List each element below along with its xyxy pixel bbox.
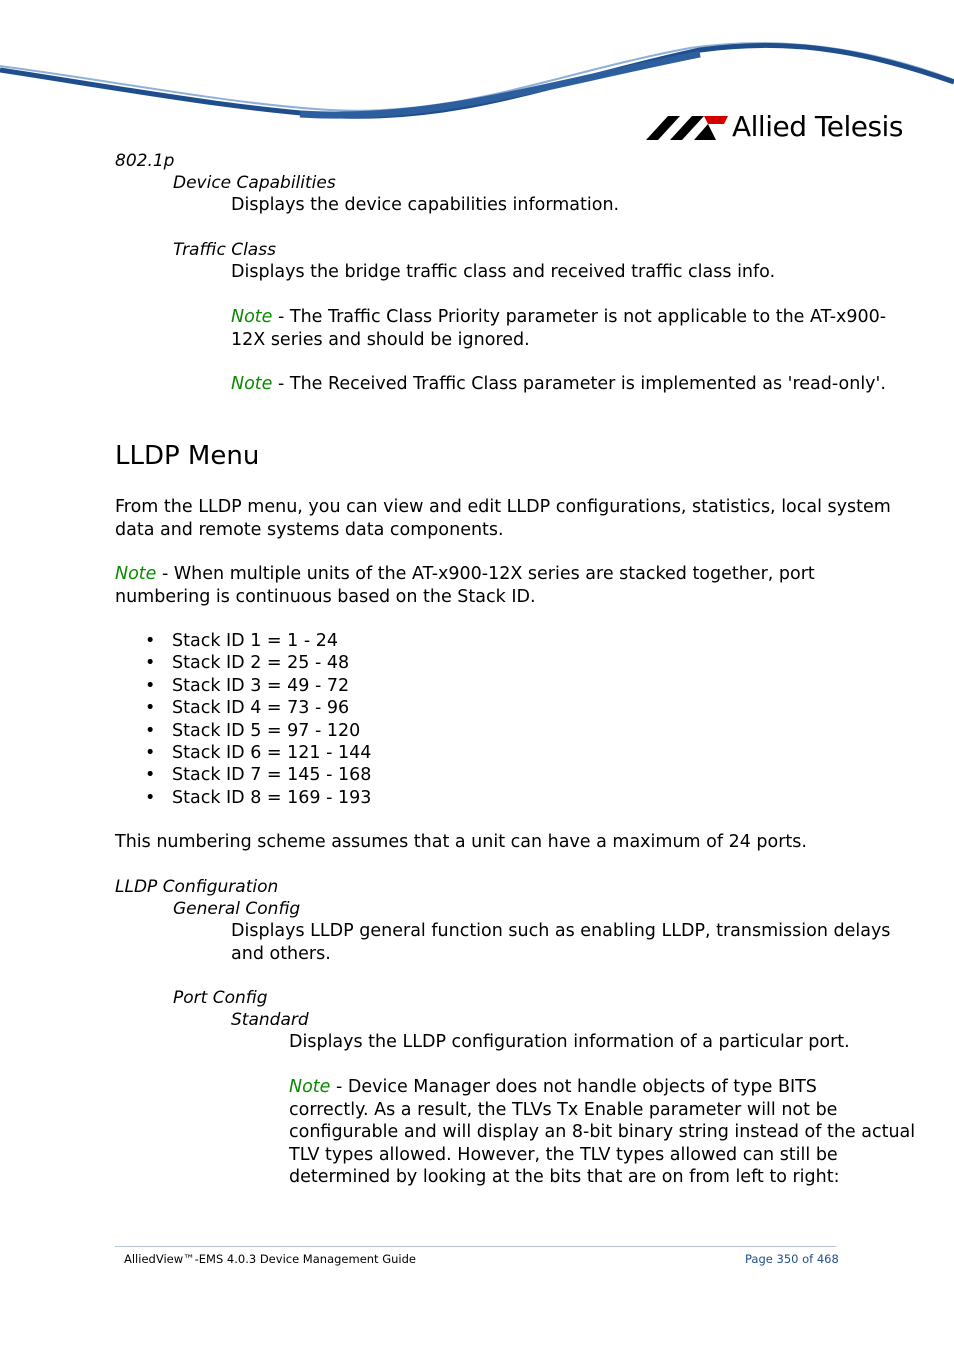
note-text: configurable and will display an 8-bit binary string instead of the actual	[289, 1122, 916, 1142]
intro-line: From the LLDP menu, you can view and edit LLDP configurations, statistics, local system	[115, 497, 891, 517]
footer-page-number: Page 350 of 468	[745, 1252, 839, 1266]
bullet: •	[145, 765, 156, 786]
note-text: 12X series and should be ignored.	[231, 329, 530, 350]
note-text: TLV types allowed. However, the TLV types allowed can still be	[289, 1144, 838, 1165]
logo-mark-icon	[646, 114, 728, 142]
lldp-configuration-label: LLDP Configuration	[115, 877, 279, 897]
footer-divider	[115, 1246, 836, 1247]
desc-line: and others.	[231, 943, 331, 964]
device-capabilities-desc: Displays the device capabilities information.	[231, 195, 620, 215]
traffic-class-desc: Displays the bridge traffic class and received traffic class info.	[231, 262, 776, 282]
bullet: •	[145, 631, 156, 651]
bullet: •	[145, 698, 156, 719]
note-text: determined by looking at the bits that are on from left to right:	[289, 1167, 840, 1187]
traffic-class-note-1	[231, 306, 887, 351]
note-label: Note	[231, 307, 273, 327]
logo-text: Allied Telesis	[732, 110, 903, 143]
port-config-label: Port Config	[173, 988, 268, 1008]
general-config-label: General Config	[173, 899, 301, 919]
standard-desc: Displays the LLDP configuration information of a particular port.	[289, 1032, 850, 1052]
numbering-scheme-text: This numbering scheme assumes that a unit can have a maximum of 24 ports.	[115, 832, 807, 852]
bullet: •	[145, 742, 156, 763]
bullet: •	[145, 787, 156, 808]
note-label: Note	[289, 1077, 331, 1097]
footer-doc-title: AlliedView™-EMS 4.0.3 Device Management Guide	[124, 1252, 416, 1266]
note-text: - Device Manager does not handle objects of type BITS	[330, 1077, 817, 1097]
device-capabilities-label: Device Capabilities	[173, 173, 336, 193]
note-text: - When multiple units of the AT-x900-12X series are stacked together, port	[156, 564, 815, 584]
bullet: •	[145, 653, 156, 674]
traffic-class-note-2	[231, 373, 886, 396]
section-title-8021p: 802.1p	[115, 151, 175, 171]
note-label: Note	[231, 374, 273, 394]
general-config-desc	[231, 920, 890, 965]
lldp-stack-note	[115, 563, 815, 608]
traffic-class-label: Traffic Class	[173, 240, 276, 260]
note-text: - The Traffic Class Priority parameter is not applicable to the AT-x900-	[272, 307, 887, 327]
lldp-heading: LLDP Menu	[115, 441, 260, 471]
standard-label: Standard	[231, 1010, 309, 1030]
bits-note	[289, 1076, 915, 1189]
note-text: - The Received Traffic Class parameter is implemented as 'read-only'.	[272, 374, 886, 394]
bullet: •	[145, 675, 156, 696]
note-text: numbering is continuous based on the Stack ID.	[115, 586, 536, 607]
note-text: correctly. As a result, the TLVs Tx Enable parameter will not be	[289, 1099, 838, 1120]
desc-line: Displays LLDP general function such as enabling LLDP, transmission delays	[231, 921, 891, 941]
intro-line: data and remote systems data components.	[115, 519, 504, 540]
lldp-intro	[115, 496, 891, 541]
note-label: Note	[115, 564, 157, 584]
bullet: •	[145, 720, 156, 741]
